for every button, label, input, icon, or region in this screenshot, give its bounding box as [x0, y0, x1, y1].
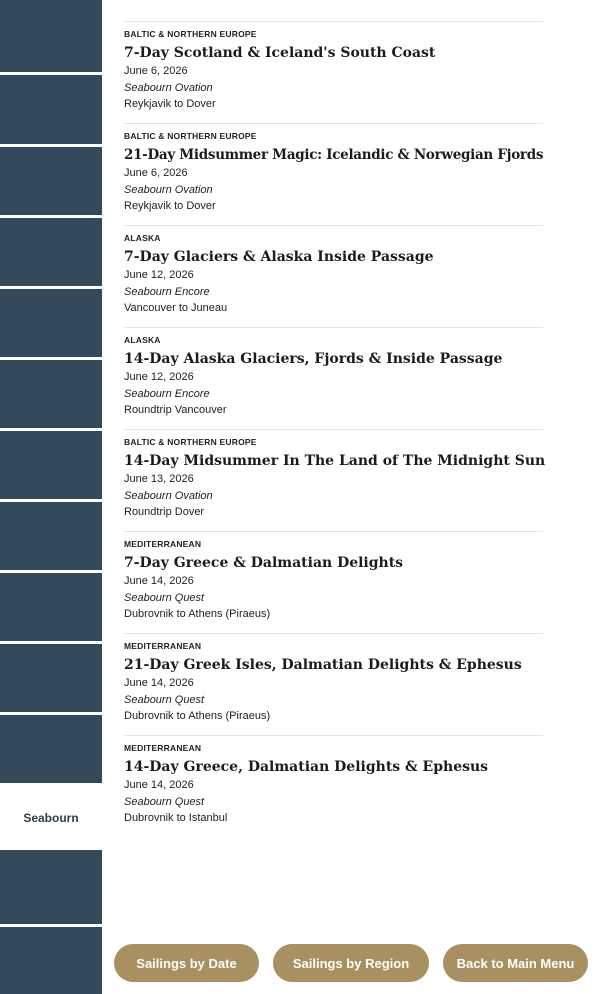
sidebar-tile[interactable]	[0, 0, 102, 72]
cruise-route: Dubrovnik to Athens (Piraeus)	[124, 608, 271, 620]
cruise-route: Vancouver to Juneau	[124, 302, 228, 314]
cruise-date: June 12, 2026	[124, 371, 194, 383]
cruise-date: June 6, 2026	[124, 167, 188, 179]
cruise-region: BALTIC & NORTHERN EUROPE	[124, 29, 257, 39]
cruise-route: Dubrovnik to Istanbul	[124, 812, 228, 824]
sidebar-tile[interactable]	[0, 715, 102, 783]
sidebar-tile[interactable]	[0, 927, 102, 994]
cruise-title: 7-Day Glaciers & Alaska Inside Passage	[124, 249, 434, 265]
cruise-region: ALASKA	[124, 233, 161, 243]
brand-sidebar	[0, 0, 102, 994]
cruise-item[interactable]	[124, 123, 543, 225]
sailings-list	[124, 21, 546, 837]
cruise-ship: Seabourn Encore	[124, 285, 210, 298]
cruise-ship: Seabourn Quest	[124, 795, 205, 808]
sailings-by-date-button[interactable]: Sailings by Date	[114, 944, 259, 982]
sidebar-tile[interactable]	[0, 431, 102, 499]
cruise-region: MEDITERRANEAN	[124, 539, 202, 549]
cruise-item[interactable]	[124, 429, 546, 531]
cruise-ship: Seabourn Ovation	[124, 489, 213, 502]
back-to-main-menu-button[interactable]: Back to Main Menu	[443, 944, 588, 982]
cruise-date: June 6, 2026	[124, 65, 188, 77]
cruise-route: Roundtrip Vancouver	[124, 404, 227, 416]
cruise-item[interactable]	[124, 327, 543, 429]
cruise-route: Reykjavik to Dover	[124, 98, 216, 110]
cruise-ship: Seabourn Ovation	[124, 81, 213, 94]
cruise-region: MEDITERRANEAN	[124, 743, 202, 753]
cruise-item[interactable]	[124, 531, 543, 633]
sidebar-tile[interactable]	[0, 360, 102, 428]
sidebar-tile[interactable]	[0, 218, 102, 286]
cruise-route: Reykjavik to Dover	[124, 200, 216, 212]
cruise-title: 21-Day Greek Isles, Dalmatian Delights & Ephesus	[124, 657, 522, 673]
cruise-title: 7-Day Scotland & Iceland's South Coast	[124, 45, 436, 61]
cruise-title: 14-Day Alaska Glaciers, Fjords & Inside Passage	[124, 351, 503, 367]
sidebar-tile[interactable]	[0, 573, 102, 641]
cruise-route: Dubrovnik to Athens (Piraeus)	[124, 710, 271, 722]
sidebar-tile[interactable]	[0, 75, 102, 144]
cruise-date: June 13, 2026	[124, 473, 194, 485]
cruise-ship: Seabourn Quest	[124, 591, 205, 604]
cruise-ship: Seabourn Ovation	[124, 183, 213, 196]
cruise-title: 7-Day Greece & Dalmatian Delights	[124, 555, 404, 571]
sidebar-tile[interactable]	[0, 502, 102, 570]
sidebar-tile-seabourn[interactable]: Seabourn	[0, 786, 102, 850]
cruise-date: June 14, 2026	[124, 677, 194, 689]
sidebar-tile[interactable]	[0, 147, 102, 215]
cruise-ship: Seabourn Encore	[124, 387, 210, 400]
cruise-title: 21-Day Midsummer Magic: Icelandic & Norwegian Fjords	[124, 147, 544, 163]
cruise-date: June 14, 2026	[124, 779, 194, 791]
sidebar-tile[interactable]	[0, 856, 102, 924]
cruise-date: June 12, 2026	[124, 269, 194, 281]
sidebar-tile[interactable]	[0, 644, 102, 712]
cruise-ship: Seabourn Quest	[124, 693, 205, 706]
cruise-region: ALASKA	[124, 335, 161, 345]
cruise-region: MEDITERRANEAN	[124, 641, 202, 651]
cruise-title: 14-Day Greece, Dalmatian Delights & Ephesus	[124, 759, 489, 775]
sidebar-tile[interactable]	[0, 289, 102, 357]
cruise-date: June 14, 2026	[124, 575, 194, 587]
cruise-route: Roundtrip Dover	[124, 506, 205, 518]
cruise-region: BALTIC & NORTHERN EUROPE	[124, 437, 257, 447]
cruise-region: BALTIC & NORTHERN EUROPE	[124, 131, 257, 141]
cruise-title: 14-Day Midsummer In The Land of The Midnight Sun	[124, 453, 546, 469]
sailings-by-region-button[interactable]: Sailings by Region	[273, 944, 429, 982]
cruise-item[interactable]	[124, 225, 543, 327]
cruise-item[interactable]	[124, 735, 543, 837]
footer-nav	[102, 944, 600, 982]
cruise-item[interactable]	[124, 633, 543, 735]
cruise-item[interactable]	[124, 21, 543, 123]
